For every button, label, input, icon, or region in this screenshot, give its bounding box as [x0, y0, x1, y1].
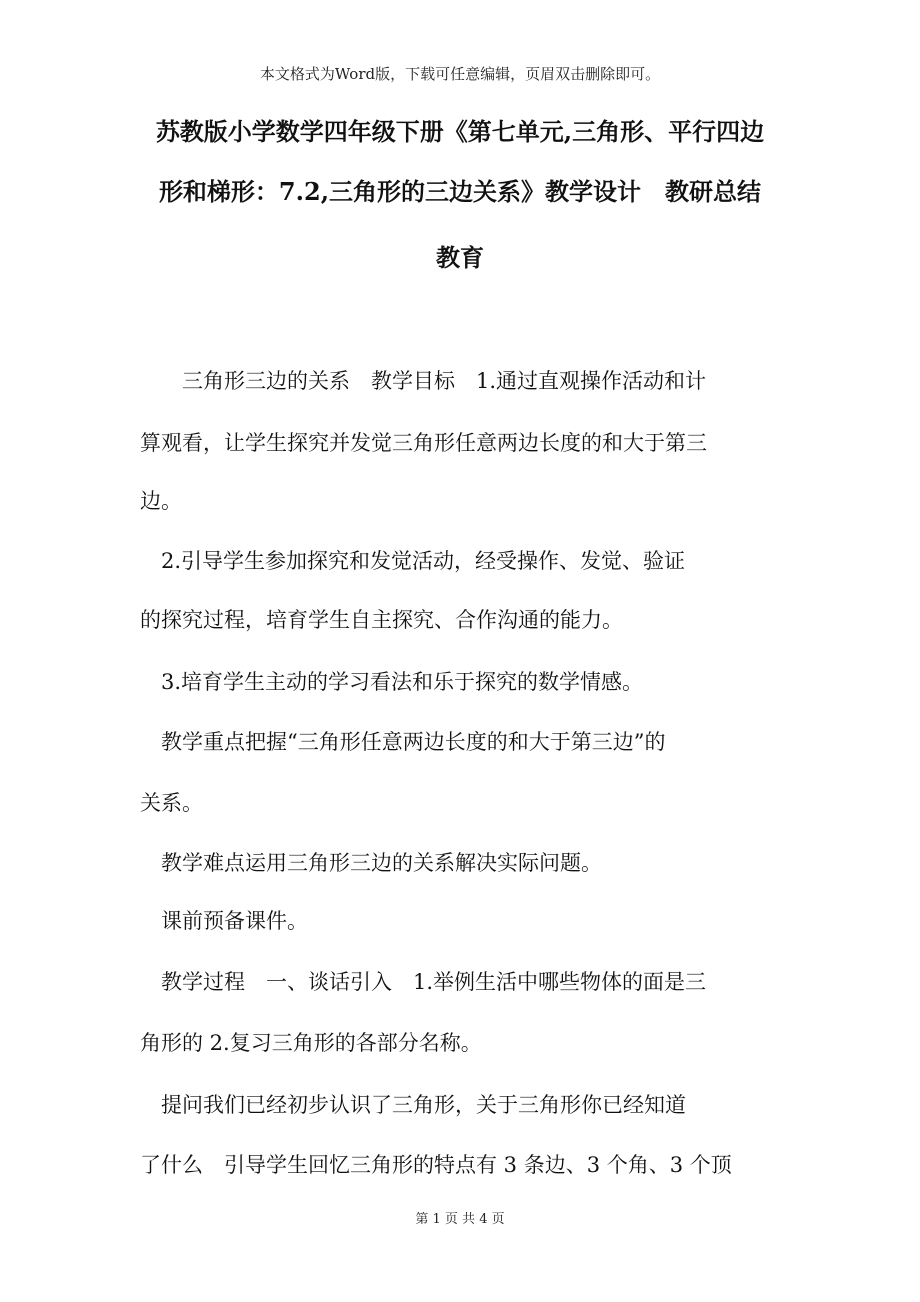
- body-line: 了什么 引导学生回忆三角形的特点有 3 条边、3 个角、3 个顶: [140, 1153, 732, 1177]
- body-line: 教学过程 一、谈话引入 1.举例生活中哪些物体的面是三: [140, 970, 707, 994]
- body-line: 提问我们已经初步认识了三角形，关于三角形你已经知道: [140, 1093, 686, 1117]
- header-note: 本文格式为Word版，下载可任意编辑，页眉双击删除即可。: [259, 65, 661, 83]
- title-line-3: 教育: [436, 243, 484, 272]
- body-line: 3.培育学生主动的学习看法和乐于探究的数学情感。: [140, 670, 644, 694]
- body-line: 课前预备课件。: [140, 909, 308, 933]
- body-line: 角形的 2.复习三角形的各部分名称。: [140, 1031, 482, 1055]
- body-line: 三角形三边的关系 教学目标 1.通过直观操作活动和计: [140, 369, 707, 393]
- title-line-2: 形和梯形：7.2,三角形的三边关系》教学设计 教研总结: [158, 177, 762, 206]
- body-line: 的探究过程，培育学生自主探究、合作沟通的能力。: [140, 608, 623, 632]
- title-line-1: 苏教版小学数学四年级下册《第七单元,三角形、平行四边: [155, 117, 765, 146]
- body-line: 关系。: [140, 791, 203, 815]
- body-line: 边。: [140, 489, 182, 513]
- body-line: 教学重点把握“三角形任意两边长度的和大于第三边”的: [140, 730, 666, 754]
- body-line: 算观看，让学生探究并发觉三角形任意两边长度的和大于第三: [140, 431, 707, 455]
- page-footer: 第 1 页 共 4 页: [415, 1212, 505, 1227]
- body-line: 2.引导学生参加探究和发觉活动，经受操作、发觉、验证: [140, 549, 686, 573]
- body-line: 教学难点运用三角形三边的关系解决实际问题。: [140, 851, 602, 875]
